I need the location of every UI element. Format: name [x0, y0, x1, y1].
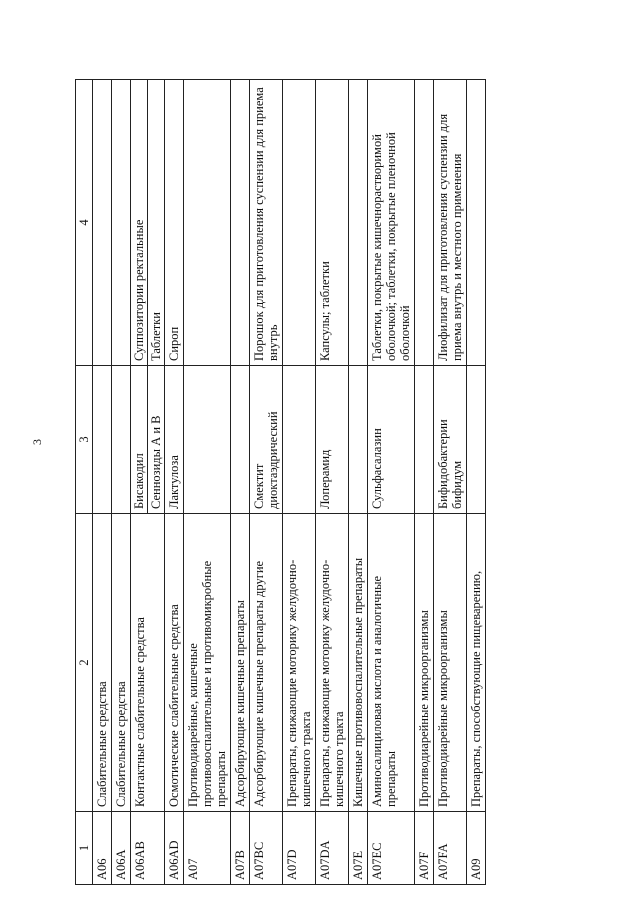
drug-name: [112, 366, 131, 514]
atc-code: A07B: [231, 812, 250, 885]
rotated-page: [75, 80, 560, 885]
group-name: Контактные слабительные средства: [131, 514, 165, 812]
drug-name: [467, 366, 486, 514]
group-name: Аминосалициловая кислота и аналогичные препараты: [368, 514, 415, 812]
atc-code: A06AD: [165, 812, 184, 885]
column-header-2: 2: [76, 514, 93, 812]
dosage-form: [467, 80, 486, 366]
table-row: [283, 80, 316, 885]
dosage-form: [231, 80, 250, 366]
group-name: Противодиарейные, кишечные противовоспалительные и противомикробные препараты: [184, 514, 231, 812]
dosage-form: [283, 80, 316, 366]
drug-table: [75, 79, 486, 885]
group-name: Слабительные средства: [112, 514, 131, 812]
drug-name: [283, 366, 316, 514]
dosage-form: Капсулы; таблетки: [316, 80, 349, 366]
group-name: Адсорбирующие кишечные препараты другие: [250, 514, 283, 812]
table-row: [434, 80, 467, 885]
drug-name: [415, 366, 434, 514]
drug-name: [231, 366, 250, 514]
atc-code: A07DA: [316, 812, 349, 885]
drug-name: Бифидобактерии бифидум: [434, 366, 467, 514]
page-number: 3: [30, 439, 44, 445]
dosage-form: Сироп: [165, 80, 184, 366]
group-name: Противодиарейные микроорганизмы: [415, 514, 434, 812]
dosage-form: [112, 80, 131, 366]
table-row: [231, 80, 250, 885]
table-row: [165, 80, 184, 885]
atc-code: A07EC: [368, 812, 415, 885]
dosage-form: Таблетки, покрытые кишечнорастворимой оболочкой; таблетки, покрытые пленочной оболочкой: [368, 80, 415, 366]
atc-code: A07D: [283, 812, 316, 885]
dosage-form: Лиофилизат для приготовления суспензии для приема внутрь и местного применения: [434, 80, 467, 366]
dosage-form: Таблетки: [148, 80, 165, 366]
table-row: [93, 80, 112, 885]
group-name: Препараты, снижающие моторику желудочно-кишечного тракта: [283, 514, 316, 812]
group-name: Противодиарейные микроорганизмы: [434, 514, 467, 812]
table-row: [112, 80, 131, 885]
group-name: Препараты, снижающие моторику желудочно-кишечного тракта: [316, 514, 349, 812]
drug-name: [184, 366, 231, 514]
dosage-form: [93, 80, 112, 366]
atc-code: A06: [93, 812, 112, 885]
group-name: Адсорбирующие кишечные препараты: [231, 514, 250, 812]
table-row: [368, 80, 415, 885]
table-row: [415, 80, 434, 885]
atc-code: A07F: [415, 812, 434, 885]
atc-code: A06AB: [131, 812, 165, 885]
drug-name: Лоперамид: [316, 366, 349, 514]
table-row: [349, 80, 368, 885]
table-row: [131, 80, 148, 885]
atc-code: A09: [467, 812, 486, 885]
atc-code: A07FA: [434, 812, 467, 885]
drug-name: Бисакодил: [131, 366, 148, 514]
table-row: [316, 80, 349, 885]
column-header-1: 1: [76, 812, 93, 885]
drug-name: Смектит диоктаэдрический: [250, 366, 283, 514]
atc-code: A07BC: [250, 812, 283, 885]
dosage-form: [349, 80, 368, 366]
group-name: Препараты, способствующие пищеварению,: [467, 514, 486, 812]
table-row: [467, 80, 486, 885]
drug-name: [93, 366, 112, 514]
dosage-form: Порошок для приготовления суспензии для приема внутрь: [250, 80, 283, 366]
drug-name: Лактулоза: [165, 366, 184, 514]
atc-code: A07: [184, 812, 231, 885]
column-header-3: 3: [76, 366, 93, 514]
group-name: Слабительные средства: [93, 514, 112, 812]
drug-name: Сульфасалазин: [368, 366, 415, 514]
dosage-form: [415, 80, 434, 366]
drug-name: Сеннозиды А и В: [148, 366, 165, 514]
group-name: Осмотические слабительные средства: [165, 514, 184, 812]
header-row: [76, 80, 93, 885]
atc-code: A07E: [349, 812, 368, 885]
group-name: Кишечные противовоспалительные препараты: [349, 514, 368, 812]
drug-name: [349, 366, 368, 514]
column-header-4: 4: [76, 80, 93, 366]
atc-code: A06A: [112, 812, 131, 885]
table-row: [250, 80, 283, 885]
dosage-form: [184, 80, 231, 366]
table-row: [184, 80, 231, 885]
dosage-form: Суппозитории ректальные: [131, 80, 148, 366]
